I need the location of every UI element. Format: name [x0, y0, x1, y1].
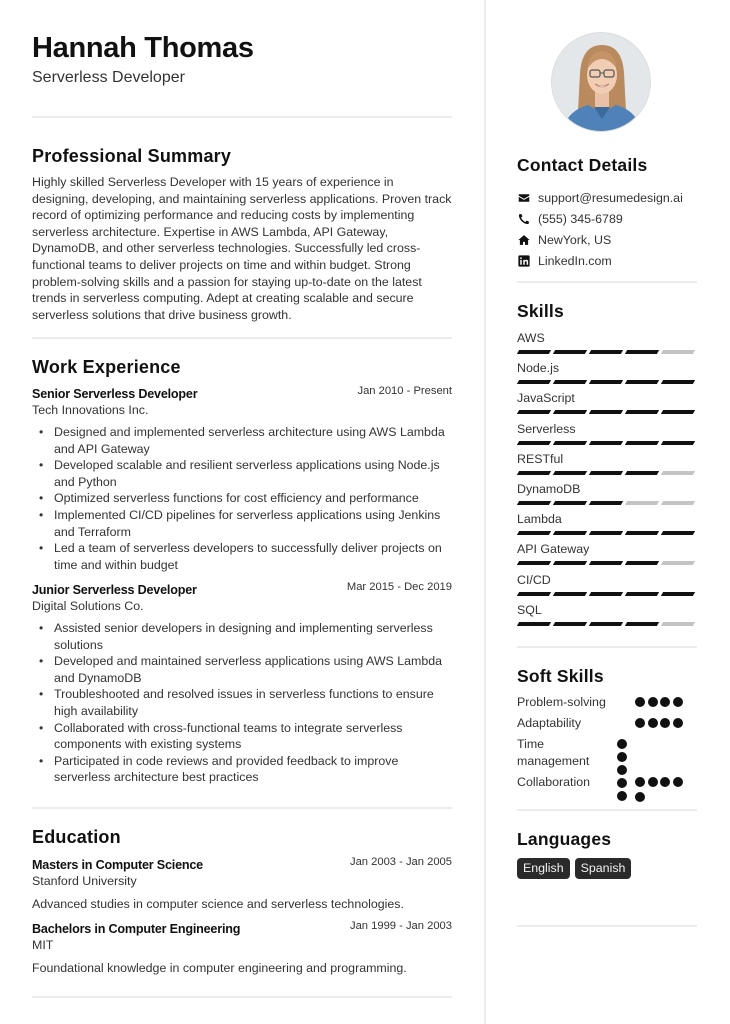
- education-dates: Jan 2003 - Jan 2005: [349, 856, 452, 868]
- skill-item: [517, 451, 697, 481]
- skill-segment-filled: [661, 441, 695, 445]
- skill-segment-filled: [553, 531, 587, 535]
- skill-segment-filled: [625, 622, 659, 626]
- skill-level-bar: [518, 471, 694, 475]
- skill-segment-filled: [589, 622, 623, 626]
- summary-divider: [32, 337, 452, 339]
- rating-dot: [673, 718, 683, 728]
- job-bullet: • Led a team of serverless developers to successfully deliver projects on time and within budget: [32, 540, 452, 573]
- skill-item: [517, 330, 697, 360]
- degree-title: Bachelors in Computer Engineering: [32, 922, 241, 936]
- skill-name: Lambda: [517, 512, 562, 527]
- skill-segment-filled: [661, 531, 695, 535]
- contact-heading: Contact Details: [517, 155, 648, 175]
- soft-skill-name: Collaboration: [517, 775, 591, 789]
- skill-name: JavaScript: [517, 391, 575, 406]
- skill-segment-filled: [625, 410, 659, 414]
- skill-name: AWS: [517, 331, 545, 345]
- skill-segment-filled: [517, 350, 551, 354]
- skill-segment-filled: [517, 561, 551, 565]
- job-bullet: • Implemented CI/CD pipelines for serverless applications using Jenkins and Terraform: [32, 507, 452, 540]
- home-icon: [517, 233, 530, 246]
- skills-divider: [517, 646, 697, 648]
- skill-segment-filled: [625, 350, 659, 354]
- skill-level-bar: [518, 441, 694, 445]
- skill-segment-filled: [661, 380, 695, 384]
- skill-name: SQL: [517, 602, 542, 617]
- education-description: Foundational knowledge in computer engineering and programming.: [32, 961, 407, 975]
- rating-dot: [673, 697, 683, 707]
- skill-name: API Gateway: [517, 542, 590, 557]
- soft-skills-list: [517, 694, 697, 804]
- skill-segment-empty: [661, 471, 695, 475]
- job-bullets: [32, 424, 452, 573]
- skill-segment-filled: [661, 592, 695, 596]
- rating-dot: [660, 697, 670, 707]
- languages-divider: [517, 925, 697, 927]
- experience-divider: [32, 807, 452, 809]
- skill-segment-filled: [553, 350, 587, 354]
- phone-icon: [517, 213, 530, 226]
- job-dates: Mar 2015 - Dec 2019: [346, 581, 452, 593]
- skill-level-bar: [518, 622, 694, 626]
- languages-heading: Languages: [517, 829, 612, 849]
- contact-divider: [517, 281, 697, 283]
- rating-dot: [648, 697, 658, 707]
- soft-skill-rating: [635, 694, 685, 715]
- skill-name: Node.js: [517, 361, 560, 376]
- languages-list: [517, 858, 631, 879]
- contact-linkedin-text: LinkedIn.com: [538, 253, 612, 268]
- skill-segment-filled: [553, 592, 587, 596]
- skill-item: [517, 360, 697, 390]
- job-bullet: • Developed and maintained serverless applications using AWS Lambda and DynamoDB: [32, 653, 452, 686]
- skill-level-bar: [518, 350, 694, 354]
- soft-skill-item: [517, 715, 697, 736]
- contact-linkedin[interactable]: [517, 250, 707, 271]
- skill-item: [517, 421, 697, 451]
- soft-skill-item: [517, 694, 697, 715]
- header-divider: [32, 116, 452, 118]
- job-bullet: • Collaborated with cross-functional teams to integrate serverless components with existing systems: [32, 720, 452, 753]
- language-tag: Spanish: [575, 858, 632, 879]
- rating-dot: [617, 752, 627, 762]
- education-entry: [32, 920, 452, 975]
- experience-heading: Work Experience: [32, 357, 181, 377]
- job-entry: [32, 385, 452, 573]
- rating-dot: [635, 792, 645, 802]
- soft-skill-rating: [635, 774, 685, 804]
- contact-location: [517, 230, 707, 251]
- rating-dot: [673, 777, 683, 787]
- soft-skills-heading: Soft Skills: [517, 666, 604, 686]
- skill-segment-filled: [589, 471, 623, 475]
- profile-photo: [551, 32, 651, 132]
- skill-level-bar: [518, 410, 694, 414]
- skill-segment-filled: [625, 592, 659, 596]
- skill-segment-filled: [517, 501, 551, 505]
- skill-segment-filled: [625, 531, 659, 535]
- education-dates: Jan 1999 - Jan 2003: [349, 920, 452, 932]
- skill-segment-empty: [661, 561, 695, 565]
- skill-segment-filled: [553, 471, 587, 475]
- contact-email-text: support@resumedesign.ai: [538, 191, 683, 206]
- skill-item: [517, 541, 697, 571]
- job-entry: [32, 581, 452, 786]
- skill-name: Serverless: [517, 421, 576, 436]
- job-bullets: [32, 620, 452, 786]
- job-title: Senior Serverless Developer: [32, 387, 198, 401]
- skill-level-bar: [518, 501, 694, 505]
- rating-dot: [617, 739, 627, 749]
- school-name: Stanford University: [32, 874, 137, 888]
- rating-dot: [648, 777, 658, 787]
- job-company: Tech Innovations Inc.: [32, 403, 149, 417]
- job-bullet: • Troubleshooted and resolved issues in serverless functions to ensure high availability: [32, 686, 452, 719]
- job-title: Junior Serverless Developer: [32, 583, 197, 597]
- degree-title: Masters in Computer Science: [32, 858, 203, 872]
- portrait-image: [552, 33, 651, 132]
- skill-segment-filled: [553, 561, 587, 565]
- rating-dot: [648, 718, 658, 728]
- contact-email[interactable]: [517, 188, 707, 209]
- skill-segment-filled: [589, 410, 623, 414]
- skill-segment-filled: [553, 622, 587, 626]
- education-description: Advanced studies in computer science and serverless technologies.: [32, 897, 404, 911]
- skill-segment-filled: [517, 410, 551, 414]
- skill-level-bar: [518, 561, 694, 565]
- soft-skill-rating: [635, 715, 685, 736]
- skills-list: [517, 330, 697, 632]
- skill-segment-filled: [517, 592, 551, 596]
- skill-segment-filled: [589, 531, 623, 535]
- soft-skill-name: Time management: [517, 737, 590, 768]
- job-company: Digital Solutions Co.: [32, 599, 144, 613]
- skill-segment-filled: [589, 592, 623, 596]
- skill-segment-filled: [625, 471, 659, 475]
- skill-segment-filled: [625, 561, 659, 565]
- skill-item: [517, 602, 697, 632]
- skill-segment-filled: [553, 501, 587, 505]
- contact-phone-text: (555) 345-6789: [538, 212, 623, 227]
- soft-skill-rating: [617, 736, 637, 774]
- education-divider: [32, 996, 452, 998]
- skill-level-bar: [518, 592, 694, 596]
- soft-skill-name: Problem-solving: [517, 695, 606, 709]
- skill-segment-filled: [517, 380, 551, 384]
- job-bullet: • Developed scalable and resilient serverless applications using Node.js and Python: [32, 457, 452, 490]
- rating-dot: [635, 697, 645, 707]
- skill-segment-empty: [625, 501, 659, 505]
- candidate-title: Serverless Developer: [32, 69, 185, 86]
- skill-segment-filled: [553, 380, 587, 384]
- column-divider: [484, 0, 486, 1024]
- skill-name: RESTful: [517, 451, 564, 466]
- skill-item: [517, 481, 697, 511]
- candidate-name: Hannah Thomas: [32, 32, 254, 64]
- summary-heading: Professional Summary: [32, 146, 232, 166]
- skill-item: [517, 511, 697, 541]
- skill-segment-empty: [661, 501, 695, 505]
- rating-dot: [635, 718, 645, 728]
- skill-segment-filled: [625, 380, 659, 384]
- job-dates: Jan 2010 - Present: [357, 385, 452, 397]
- skill-item: [517, 572, 697, 602]
- skill-segment-filled: [625, 441, 659, 445]
- rating-dot: [660, 718, 670, 728]
- education-heading: Education: [32, 827, 121, 847]
- skill-segment-filled: [517, 622, 551, 626]
- skill-level-bar: [518, 380, 694, 384]
- skill-segment-filled: [553, 410, 587, 414]
- skill-segment-filled: [589, 501, 623, 505]
- skills-heading: Skills: [517, 301, 564, 321]
- rating-dot: [660, 777, 670, 787]
- skill-level-bar: [518, 531, 694, 535]
- skill-name: DynamoDB: [517, 481, 581, 496]
- soft-skill-item: [517, 736, 637, 774]
- job-bullet: • Designed and implemented serverless architecture using AWS Lambda and API Gateway: [32, 424, 452, 457]
- linkedin-icon: [517, 254, 530, 267]
- skill-segment-filled: [589, 441, 623, 445]
- skill-segment-filled: [661, 410, 695, 414]
- education-entry: [32, 856, 452, 911]
- skill-segment-filled: [517, 531, 551, 535]
- skill-segment-filled: [553, 441, 587, 445]
- contact-phone[interactable]: [517, 209, 707, 230]
- rating-dot: [635, 777, 645, 787]
- skill-segment-filled: [517, 471, 551, 475]
- soft-skill-name: Adaptability: [517, 716, 582, 730]
- skill-item: [517, 390, 697, 420]
- skill-segment-empty: [661, 622, 695, 626]
- envelope-icon: [517, 192, 530, 205]
- skill-segment-filled: [589, 561, 623, 565]
- job-bullet: • Optimized serverless functions for cost efficiency and performance: [32, 490, 452, 507]
- soft-skills-divider: [517, 809, 697, 811]
- job-bullet: • Assisted senior developers in designing and implementing serverless solutions: [32, 620, 452, 653]
- contact-list: [517, 188, 707, 271]
- job-bullet: • Participated in code reviews and provided feedback to improve serverless architecture best practices: [32, 753, 452, 786]
- skill-name: CI/CD: [517, 572, 551, 587]
- contact-location-text: NewYork, US: [538, 232, 612, 247]
- skill-segment-filled: [589, 350, 623, 354]
- soft-skill-item: [517, 774, 697, 804]
- summary-text: Highly skilled Serverless Developer with 15 years of experience in designing, developing, and maintaining serverless applications. Proven track record of optimizing performance and reducing costs by implementing serverless architecture. Expertise in AWS Lambda, API Gateway, DynamoDB, and other serverless technologies. Successfully led cross-functional teams to deliver projects on time and within budget. Strong problem-solving skills and a passion for staying up-to-date on the latest trends in serverless computing. Adept at creating scalable and secure serverless solutions that drive business growth.: [32, 175, 452, 322]
- skill-segment-empty: [661, 350, 695, 354]
- skill-segment-filled: [517, 441, 551, 445]
- skill-segment-filled: [589, 380, 623, 384]
- school-name: MIT: [32, 938, 54, 952]
- language-tag: English: [517, 858, 570, 879]
